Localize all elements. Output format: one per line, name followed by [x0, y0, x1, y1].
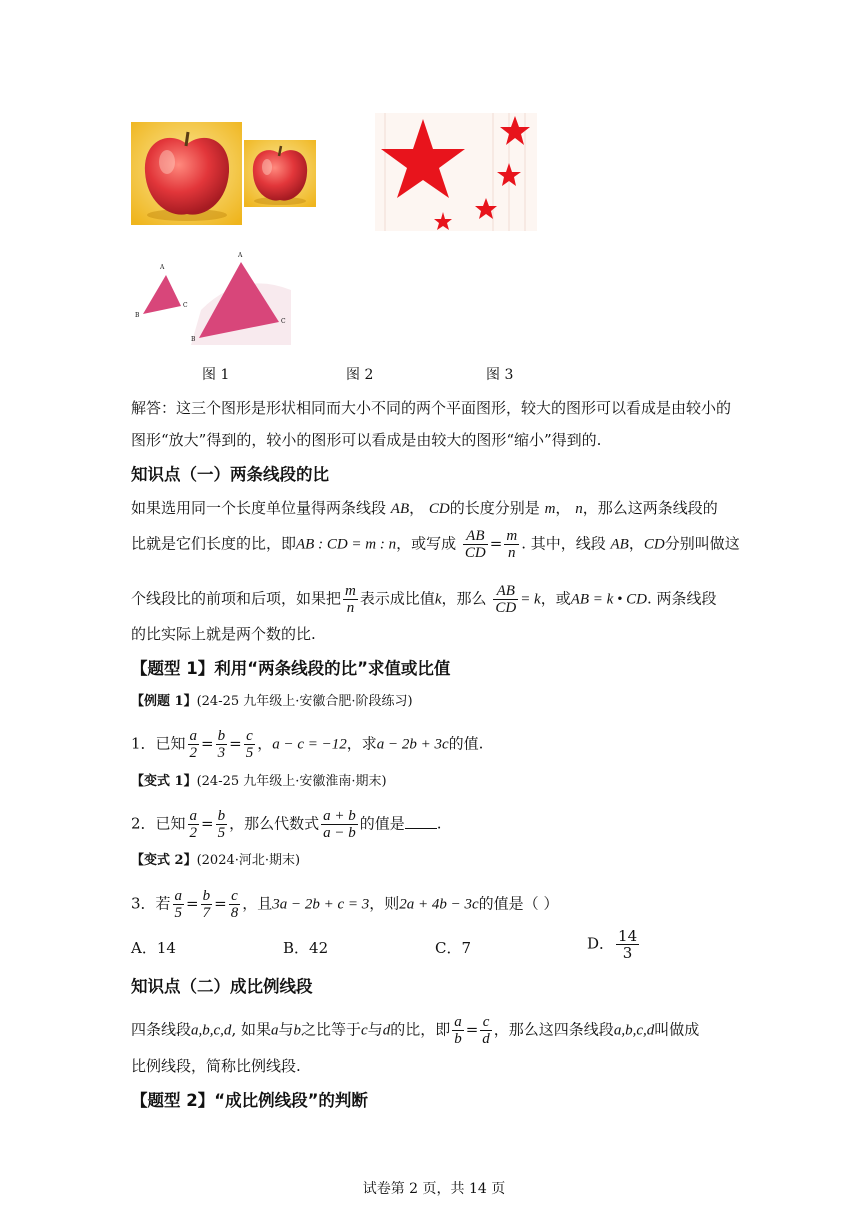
kp1-line-2: [131, 528, 740, 561]
triangles-image: [131, 250, 291, 345]
denominator: 3: [217, 745, 226, 761]
numerator: a + b: [323, 808, 356, 824]
variant1-header: [131, 771, 387, 793]
fraction-sum-diff: [321, 808, 358, 841]
denominator: 8: [230, 905, 239, 921]
text: ，: [257, 734, 273, 753]
var-a: a: [270, 1022, 279, 1039]
text: ，且: [242, 894, 273, 913]
fraction-c-5: [244, 728, 256, 761]
text: 比就是它们长度的比，即: [131, 534, 297, 553]
numerator: c: [480, 1014, 492, 1031]
denominator: a − b: [323, 825, 356, 841]
triangle-large-label-a: A: [238, 252, 243, 259]
denominator: 2: [189, 825, 198, 841]
numerator: a: [174, 888, 183, 904]
denominator: CD: [464, 545, 486, 561]
text: ，: [555, 499, 571, 517]
kp2-line-2: 比例线段，简称比例线段.: [131, 1057, 301, 1075]
text: 叫做成: [654, 1020, 700, 1039]
text: , 如果: [231, 1020, 271, 1039]
triangle-large-label-c: C: [281, 318, 286, 325]
var-b: b: [293, 1022, 301, 1039]
text: 与: [367, 1020, 383, 1039]
variant-source: (2024·河北·期末): [196, 853, 301, 868]
denominator: b: [454, 1031, 462, 1047]
expr: a − 2b + 3c: [376, 736, 449, 753]
text: 之比等于: [301, 1020, 362, 1039]
numerator: b: [202, 888, 211, 904]
triangle-large-label-b: B: [191, 336, 196, 343]
kp1-line-3: [131, 583, 716, 616]
var-c: c: [361, 1022, 368, 1039]
expr: 2a + 4b − 3c: [399, 896, 479, 913]
numerator: a: [189, 808, 198, 824]
text: ，那么: [441, 589, 487, 608]
answer-bracket: 的值是（ ）: [478, 894, 559, 913]
var-n: n: [575, 501, 583, 517]
apple-small-image: [244, 140, 316, 207]
option-c[interactable]: C．7: [435, 939, 472, 957]
example1-header: [131, 691, 413, 713]
text: ，或: [540, 589, 571, 608]
fraction-14-3: [616, 928, 639, 961]
text: ，: [628, 534, 644, 553]
fraction-m-n: [504, 528, 519, 561]
text: 1．已知: [131, 734, 186, 753]
option-d[interactable]: [587, 928, 641, 961]
text: .: [436, 814, 442, 833]
triangle-small-label-a: A: [160, 264, 165, 271]
var-ab: AB: [610, 536, 629, 553]
text: 分别叫做这: [664, 534, 740, 553]
denominator: 5: [217, 825, 226, 841]
text: 的比，即: [390, 1020, 451, 1039]
apple-large-image: [131, 122, 242, 225]
option-a[interactable]: A．14: [131, 939, 176, 957]
type2-title: 【题型 2】“成比例线段”的判断: [131, 1091, 368, 1110]
var-m: m: [544, 501, 556, 517]
triangle-small-label-c: C: [183, 302, 188, 309]
text: . 其中，线段: [521, 534, 606, 553]
numerator: a: [454, 1014, 462, 1030]
variant-tag: 【变式 2】: [131, 853, 197, 868]
denominator: 5: [174, 905, 183, 921]
example-source: (24-25 九年级上·安徽合肥·阶段练习): [196, 694, 413, 709]
text: ，: [409, 499, 425, 517]
var-ab: AB: [390, 501, 410, 517]
denominator: CD: [495, 600, 517, 616]
equals-k: = k: [520, 591, 541, 608]
triangle-small-label-b: B: [135, 312, 140, 319]
text: ，或写成: [396, 534, 457, 553]
variant-source: (24-25 九年级上·安徽淮南·期末): [196, 774, 387, 789]
question-2: 2．已知 $\frac{a}{2}$ = $\frac{b}{5}$ ，那么代数式 $\frac{a + b}{a - b}$ 的值是 .: [131, 808, 442, 841]
text: 如果选用同一个长度单位量得两条线段: [131, 499, 387, 517]
fraction-ab-cd: [493, 583, 518, 616]
text: ，那么代数式: [229, 814, 320, 833]
answer-line-1: 解答：这三个图形是形状相同而大小不同的两个平面图形，较大的图形可以看成是由较小的: [131, 399, 732, 417]
figure-caption-2: 图 2: [346, 367, 374, 383]
numerator: AB: [493, 583, 518, 600]
fraction-a-5: [173, 888, 185, 921]
page-footer: 试卷第 2 页，共 14 页: [362, 1181, 506, 1197]
text: . 两条线段: [646, 589, 717, 608]
numerator: b: [217, 728, 226, 744]
vars: a,b,c,d: [191, 1022, 232, 1039]
fraction-b-3: [216, 728, 228, 761]
text: 表示成比值: [359, 589, 435, 608]
kp2-title: 知识点（二）成比例线段: [131, 977, 313, 996]
question-1: 1．已知 $\frac{a}{2}$ = $\frac{b}{3}$ = $\frac{c}{5}$ ，a − c = −12，求a − 2b + 3c的值.: [131, 728, 484, 761]
var-d: d: [382, 1022, 391, 1039]
option-label: D．: [587, 934, 615, 953]
numerator: c: [244, 728, 256, 745]
text: 的值.: [448, 734, 484, 753]
vars: a,b,c,d: [613, 1022, 655, 1039]
fraction-a-b: [452, 1014, 464, 1047]
numerator: m: [345, 583, 356, 599]
denominator: 7: [202, 905, 211, 921]
variant-tag: 【变式 1】: [131, 774, 197, 789]
kp2-line-1: 四条线段a,b,c,d, 如果a与b之比等于c与d的比，即 $\frac{a}{b}$ = $\frac{c}{d}$ ，那么这四条线段a,b,c,d叫做成: [131, 1014, 700, 1047]
condition: a − c = −12: [272, 736, 347, 753]
fraction-m-n: [343, 583, 358, 616]
kp1-title: 知识点（一）两条线段的比: [131, 465, 329, 484]
text: 个线段比的前项和后项，如果把: [131, 589, 342, 608]
text: 与: [278, 1020, 294, 1039]
answer-line-2: 图形“放大”得到的，较小的图形可以看成是由较大的图形“缩小”得到的.: [131, 431, 602, 449]
equals: =: [489, 534, 503, 553]
fraction-b-7: [201, 888, 213, 921]
stars-image: [375, 113, 537, 231]
text: 3．若: [131, 894, 171, 913]
fraction-a-2: [188, 728, 200, 761]
type1-title: 【题型 1】利用“两条线段的比”求值或比值: [131, 659, 451, 678]
text: 2．已知: [131, 814, 186, 833]
denominator: 5: [245, 745, 254, 761]
fraction-c-8: [229, 888, 241, 921]
fraction-c-d: [480, 1014, 492, 1047]
ratio-expr: AB : CD = m : n: [296, 536, 397, 553]
numerator: 14: [618, 927, 638, 945]
fraction-ab-cd: [463, 528, 488, 561]
example-tag: 【例题 1】: [131, 694, 197, 709]
fraction-b-5: [216, 808, 228, 841]
numerator: a: [189, 728, 198, 744]
var-cd: CD: [643, 536, 665, 553]
answer-blank[interactable]: [405, 814, 437, 829]
fraction-a-2: [188, 808, 200, 841]
denominator: n: [346, 600, 355, 616]
condition: 3a − 2b + c = 3: [272, 896, 370, 913]
numerator: m: [506, 528, 518, 544]
denominator: n: [508, 545, 516, 561]
numerator: c: [229, 888, 241, 905]
denominator: 2: [189, 745, 198, 761]
text: ，求: [346, 734, 377, 753]
denominator: d: [482, 1031, 490, 1047]
numerator: b: [217, 808, 226, 824]
variant2-header: [131, 850, 300, 872]
text: 四条线段: [131, 1020, 192, 1039]
var-cd: CD: [428, 501, 450, 517]
var-k: k: [434, 591, 442, 608]
text: ，那么这两条线段的: [582, 499, 718, 517]
text: ，则: [369, 894, 400, 913]
kp1-line-4: 的比实际上就是两个数的比.: [131, 625, 316, 643]
text: 的值是: [359, 814, 405, 833]
figure-caption-1: 图 1: [202, 367, 230, 383]
expr: AB = k • CD: [570, 591, 647, 608]
denominator: 3: [622, 944, 633, 962]
kp1-line-1: [131, 497, 718, 520]
text: ，那么这四条线段: [493, 1020, 614, 1039]
numerator: AB: [463, 528, 488, 545]
text: 的长度分别是: [449, 499, 540, 517]
question-3: 3．若 $\frac{a}{5}$ = $\frac{b}{7}$ = $\frac{c}{8}$ ，且3a − 2b + c = 3，则2a + 4b − 3c的值是（ ）: [131, 888, 559, 921]
figure-caption-3: 图 3: [486, 367, 514, 383]
option-b[interactable]: B．42: [283, 939, 329, 957]
